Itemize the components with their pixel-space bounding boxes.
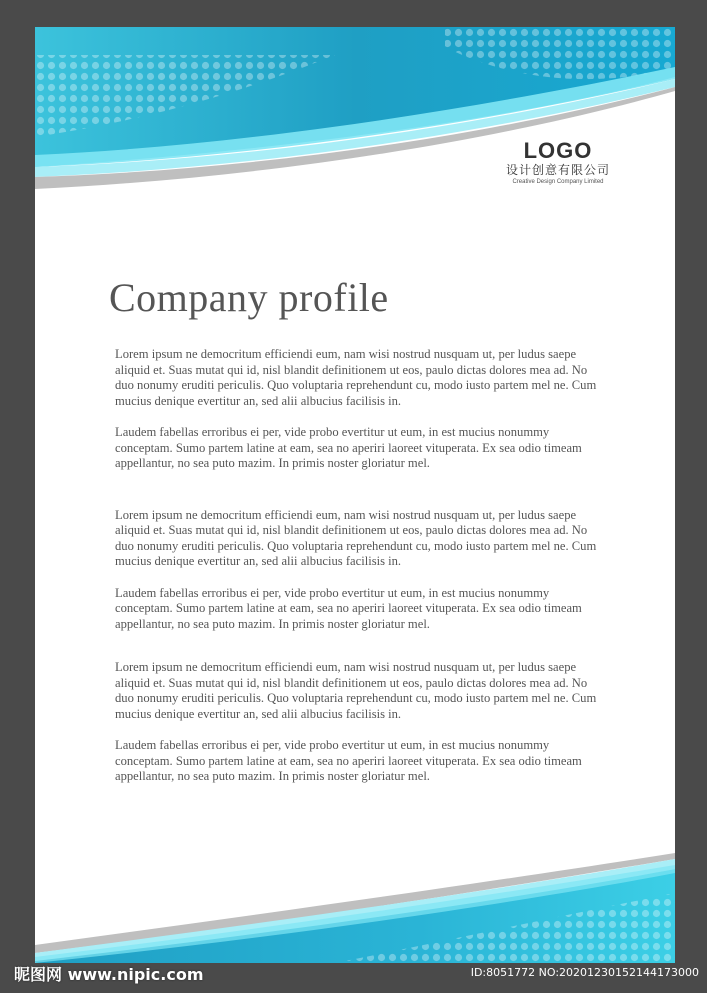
letterhead-page bbox=[35, 27, 675, 963]
paragraph: Lorem ipsum ne democritum efficiendi eum, nam wisi nostrud nusquam ut, per ludus saepe aliquid et. Suas mutat qui id, nisl blandit definitionem ut eos, paulo dictas dolores mea ad. No duo nonumy eruditi periculis. Quo voluptaria reprehendunt cu, modo iusto partem mel ne. Cum mucius denique evertitur an, sed alii albucius facilisis in. bbox=[115, 347, 597, 408]
logo-chinese-name: 设计创意有限公司 bbox=[505, 163, 610, 177]
body-content bbox=[115, 347, 605, 785]
company-logo bbox=[493, 139, 623, 186]
paragraph: Laudem fabellas erroribus ei per, vide probo evertitur ut eum, in est mucius nonummy conceptam. Sumo partem latine at eam, sea no aperiri laoreet vituperata. Ex sea odio timeam appellantur, no sea puto mazim. In primis noster gloriatur mel. bbox=[115, 738, 582, 783]
paragraph: Laudem fabellas erroribus ei per, vide probo evertitur ut eum, in est mucius nonummy conceptam. Sumo partem latine at eam, sea no aperiri laoreet vituperata. Ex sea odio timeam appellantur, no sea puto mazim. In primis noster gloriatur mel. bbox=[115, 585, 582, 631]
logo-english-name: Creative Design Company Limited bbox=[512, 179, 604, 185]
site-watermark: 昵图网 www.nipic.com bbox=[14, 965, 204, 984]
page-title: Company profile bbox=[109, 275, 389, 320]
image-id-watermark: ID:8051772 NO:20201230152144173000 bbox=[470, 966, 699, 979]
logo-text: LOGO bbox=[523, 138, 593, 163]
footer-wave-decoration bbox=[35, 853, 675, 963]
paragraph: Lorem ipsum ne democritum efficiendi eum, nam wisi nostrud nusquam ut, per ludus saepe aliquid et. Suas mutat qui id, nisl blandit definitionem ut eos, paulo dictas dolores mea ad. No duo nonumy eruditi periculis. Quo voluptaria reprehendunt cu, modo iusto partem mel ne. Cum mucius denique evertitur an, sed alii albucius facilisis in. bbox=[115, 660, 597, 721]
paragraph: Laudem fabellas erroribus ei per, vide probo evertitur ut eum, in est mucius nonummy conceptam. Sumo partem latine at eam, sea no aperiri laoreet vituperata. Ex sea odio timeam appellantur, no sea puto mazim. In primis noster gloriatur mel. bbox=[115, 425, 582, 470]
paragraph: Lorem ipsum ne democritum efficiendi eum, nam wisi nostrud nusquam ut, per ludus saepe aliquid et. Suas mutat qui id, nisl blandit definitionem ut eos, paulo dictas dolores mea ad. No duo nonumy eruditi periculis. Quo voluptaria reprehendunt cu, modo iusto partem mel ne. Cum mucius denique evertitur an, sed alii albucius facilisis in. bbox=[115, 507, 597, 568]
